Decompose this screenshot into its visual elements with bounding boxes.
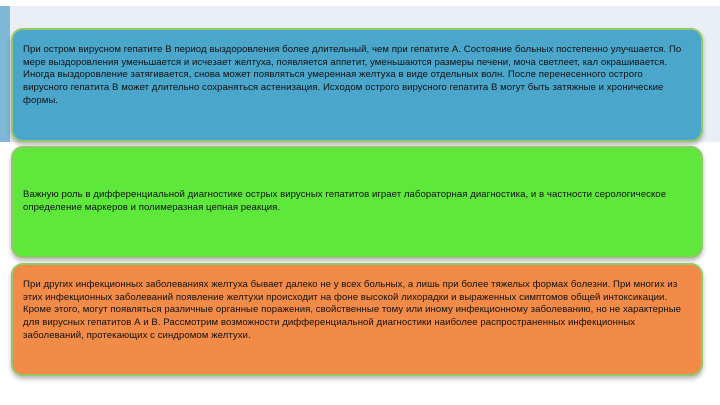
text-block-other-infections-text: При других инфекционных заболеваниях желтуха бывает далеко не у всех больных, а лишь при более тяжелых формах болезни. При многих из этих инфекционных заболеваний появление желтухи происходит на фоне высокой лихорадки и выраженных симптомов общей интоксикации. Кроме этого, могут появляться различные органные поражения, свойственные тому или иному инфекционному заболеванию, но не характерные для вирусных гепатитов А и В. Рассмотрим возможности дифференциальной диагностики наиболее распространенных инфекционных заболеваний, протекающих с синдромом желтухи. <box>23 279 682 341</box>
text-block-other-infections <box>11 263 703 376</box>
background-band-accent <box>0 6 10 142</box>
text-block-recovery-hepatitis-b-text: При остром вирусном гепатите В период выздоровления более длительный, чем при гепатите А. Состояние больных постепенно улучшается. По мере выздоровления уменьшается и исчезает желтуха, появляется аппетит, уменьшаются размеры печени, моча светлеет, кал окрашивается. Иногда выздоровление затягивается, снова может появляться умеренная желтуха в виде отдельных волн. После перенесенного острого вирусного гепатита В может длительно сохраняться астенизация. Исходом острого вирусного гепатита В могут быть затяжные и хронические формы. <box>23 44 682 106</box>
text-block-lab-diagnostics <box>11 146 703 258</box>
text-block-lab-diagnostics-text: Важную роль в дифференциальной диагностике острых вирусных гепатитов играет лабораторная диагностика, и в частности серологическое определение маркеров и полимеразная цепная реакция. <box>23 189 667 213</box>
text-block-recovery-hepatitis-b <box>11 28 703 142</box>
